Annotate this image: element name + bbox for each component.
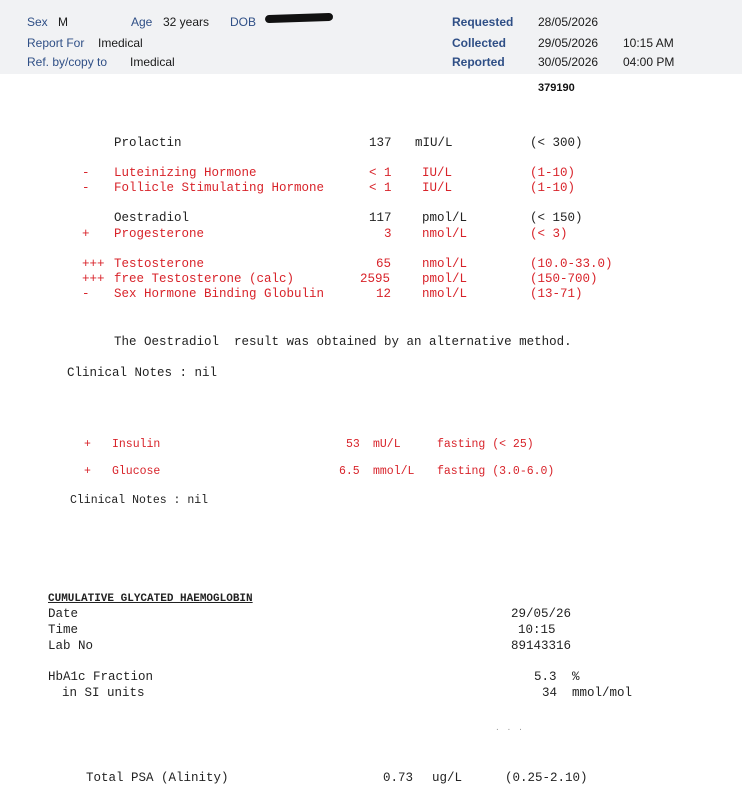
hba1c-fraction-value: 5.3	[534, 670, 557, 684]
result-name: free Testosterone (calc)	[114, 272, 295, 286]
result-range: (150-700)	[530, 272, 598, 286]
continuation-dots: . . .	[496, 722, 525, 733]
result-range: (10.0-33.0)	[530, 257, 613, 271]
result-name: Luteinizing Hormone	[114, 166, 257, 180]
result-flag: +	[82, 227, 90, 241]
hba1c-si-unit: mmol/mol	[572, 686, 633, 700]
clinical-notes: Clinical Notes : nil	[67, 366, 218, 380]
result-flag: +++	[82, 272, 105, 286]
result-range: (0.25-2.10)	[505, 771, 588, 785]
result-value: 65	[376, 257, 392, 271]
result-flag: -	[82, 181, 90, 195]
result-range: (1-10)	[530, 166, 576, 180]
result-value: 53	[346, 438, 360, 451]
report-for-label: Report For	[27, 36, 85, 50]
dob-label: DOB	[230, 15, 257, 29]
sex-label: Sex	[27, 15, 48, 29]
sex-value: M	[58, 15, 68, 29]
result-unit: nmol/L	[422, 287, 468, 301]
result-unit: mmol/L	[373, 465, 415, 478]
requested-label: Requested	[452, 15, 514, 29]
result-value: 6.5	[339, 465, 360, 478]
collected-date: 29/05/2026	[538, 36, 599, 50]
result-range: fasting (3.0-6.0)	[437, 465, 555, 478]
hba1c-si-label: in SI units	[62, 686, 145, 700]
hba1c-si-value: 34	[542, 686, 558, 700]
result-flag: -	[82, 166, 90, 180]
result-name: Follicle Stimulating Hormone	[114, 181, 325, 195]
result-unit: IU/L	[422, 166, 453, 180]
result-value: 12	[376, 287, 392, 301]
age-value: 32 years	[163, 15, 210, 29]
result-range: (13-71)	[530, 287, 583, 301]
result-flag: -	[82, 287, 90, 301]
report-header	[0, 0, 742, 74]
result-range: (1-10)	[530, 181, 576, 195]
collected-label: Collected	[452, 36, 507, 50]
result-name: Testosterone	[114, 257, 205, 271]
labno-value: 89143316	[511, 639, 572, 653]
reported-label: Reported	[452, 55, 505, 69]
lab-number: 379190	[538, 82, 575, 94]
result-range: (< 300)	[530, 136, 583, 150]
result-value: 0.73	[383, 771, 414, 785]
result-value: < 1	[369, 166, 392, 180]
result-unit: mU/L	[373, 438, 401, 451]
dob-redaction	[265, 13, 333, 23]
result-value: 2595	[360, 272, 391, 286]
result-unit: mIU/L	[415, 136, 453, 150]
age-label: Age	[131, 15, 153, 29]
result-name: Progesterone	[114, 227, 205, 241]
collected-time: 10:15 AM	[623, 36, 674, 50]
result-name: Sex Hormone Binding Globulin	[114, 287, 325, 301]
requested-date: 28/05/2026	[538, 15, 599, 29]
result-name: Insulin	[112, 438, 161, 451]
reported-date: 30/05/2026	[538, 55, 599, 69]
time-value: 10:15	[518, 623, 556, 637]
result-value: < 1	[369, 181, 392, 195]
result-unit: pmol/L	[422, 211, 468, 225]
reported-time: 04:00 PM	[623, 55, 675, 69]
labno-label: Lab No	[48, 639, 94, 653]
hba1c-fraction-unit: %	[572, 670, 580, 684]
ref-value: Imedical	[130, 55, 175, 69]
result-value: 3	[384, 227, 392, 241]
result-name: Total PSA (Alinity)	[86, 771, 229, 785]
date-value: 29/05/26	[511, 607, 572, 621]
result-flag: +	[84, 438, 91, 451]
result-range: (< 3)	[530, 227, 568, 241]
result-flag: +++	[82, 257, 105, 271]
result-value: 117	[369, 211, 392, 225]
result-unit: pmol/L	[422, 272, 468, 286]
result-name: Prolactin	[114, 136, 182, 150]
clinical-notes: Clinical Notes : nil	[70, 494, 209, 507]
result-range: fasting (< 25)	[437, 438, 534, 451]
result-name: Glucose	[112, 465, 161, 478]
time-label: Time	[48, 623, 79, 637]
result-value: 137	[369, 136, 392, 150]
report-for-value: Imedical	[98, 36, 143, 50]
result-name: Oestradiol	[114, 211, 190, 225]
result-unit: nmol/L	[422, 257, 468, 271]
ref-label: Ref. by/copy to	[27, 55, 108, 69]
result-unit: IU/L	[422, 181, 453, 195]
result-range: (< 150)	[530, 211, 583, 225]
result-unit: nmol/L	[422, 227, 468, 241]
hba1c-fraction-label: HbA1c Fraction	[48, 670, 154, 684]
oestradiol-note: The Oestradiol result was obtained by an alternative method.	[114, 335, 572, 349]
result-flag: +	[84, 465, 91, 478]
hba1c-title: CUMULATIVE GLYCATED HAEMOGLOBIN	[48, 593, 253, 605]
result-unit: ug/L	[432, 771, 463, 785]
date-label: Date	[48, 607, 79, 621]
